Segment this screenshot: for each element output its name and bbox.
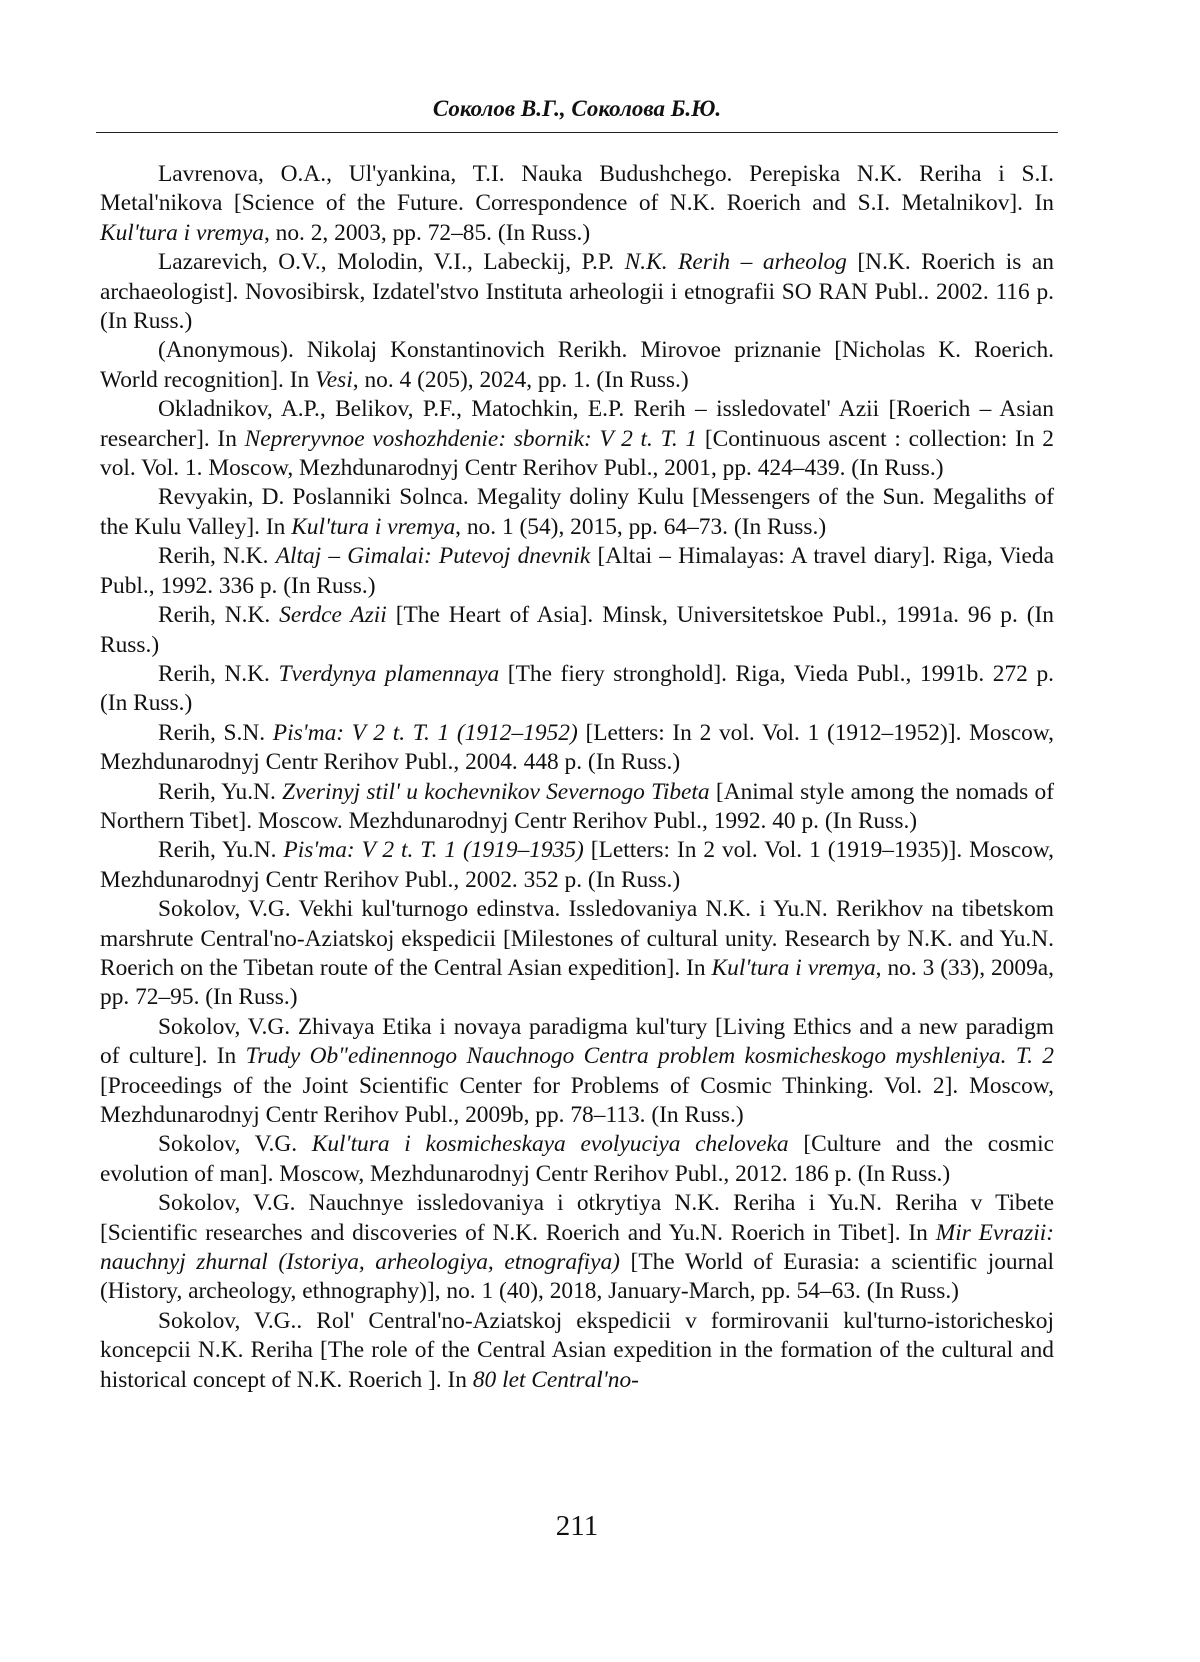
reference-entry [100,601,1054,660]
reference-text: [Continuous ascent : collection: In 2 vol. Vol. 1. Moscow, Mezhdunarodnyj Centr Rerihov Publ., 2001, pp. 424–439. (In Russ.) [100,425,1054,482]
reference-entry [100,542,1054,601]
reference-entry [100,1189,1054,1307]
reference-text: , no. 1 (54), 2015, pp. 64–73. (In Russ.) [455,513,827,540]
reference-text: Sokolov, V.G.. Rol' Central'no-Aziatskoj ekspedicii v formirovanii kul'turno-istoricheskoj koncepcii N.K. Reriha [The role of the Central Asian expedition in the formation of the cultural and historical concept of N.K. Roerich ]. In [100,1307,1054,1393]
reference-text: Rerih, Yu.N. [158,778,283,805]
reference-italic-title: Trudy Ob"edinennogo Nauchnogo Centra problem kosmicheskogo myshleniya. T. 2 [245,1043,1054,1070]
reference-entry [100,395,1054,483]
reference-italic-title: Zverinyj stil' u kochevnikov Severnogo Tibeta [282,778,710,805]
reference-list [100,160,1054,1395]
reference-text: [Culture and the cosmic evolution of man]. Moscow, Mezhdunarodnyj Centr Rerihov Publ., 2012. 186 p. (In Russ.) [100,1131,1054,1187]
reference-text: , no. 2, 2003, pp. 72–85. (In Russ.) [263,219,591,246]
reference-text: [N.K. Roerich is an archaeologist]. Novosibirsk, Izdatel'stvo Instituta arheologii i etnografii SO RAN Publ.. 2002. 116 p. (In Russ.) [100,249,1054,335]
reference-italic-title: Pis'ma: V 2 t. T. 1 (1912–1952) [272,719,578,746]
reference-text: Sokolov, V.G. Nauchnye issledovaniya i otkrytiya N.K. Reriha i Yu.N. Reriha v Tibete [Scientific researches and discoveries of N.K. Roerich and Yu.N. Roerich in Tibet]. In [100,1190,1054,1246]
reference-entry [100,1013,1054,1131]
reference-entry [100,778,1054,837]
reference-italic-title: Kul'tura i vremya [100,219,264,246]
reference-text: [Altai – Himalayas: A travel diary]. Riga, Vieda Publ., 1992. 336 p. (In Russ.) [100,543,1054,599]
reference-text: (Anonymous). Nikolaj Konstantinovich Rerikh. Mirovoe priznanie [Nicholas K. Roerich. World recognition]. In [100,337,1054,393]
reference-text: [Letters: In 2 vol. Vol. 1 (1912–1952)]. Moscow, Mezhdunarodnyj Centr Rerihov Publ., 2004. 448 p. (In Russ.) [100,719,1055,776]
reference-italic-title: Kul'tura i vremya [291,513,456,540]
reference-italic-title: 80 let Central'no- [472,1366,639,1393]
reference-text: Revyakin, D. Poslanniki Solnca. Megality doliny Kulu [Messengers of the Sun. Megaliths of the Kulu Valley]. In [100,484,1054,540]
reference-italic-title: Kul'tura i kosmicheskaya evolyuciya cheloveka [311,1131,789,1158]
reference-text: Okladnikov, A.P., Belikov, P.F., Matochkin, E.P. Rerih – issledovatel' Azii [Roerich – Asian researcher]. In [100,396,1054,452]
reference-entry [100,719,1054,778]
reference-italic-title: Mir Evrazii: nauchnyj zhurnal (Istoriya, arheologiya, etnografiya) [100,1219,1055,1276]
reference-italic-title: Altaj – Gimalai: Putevoj dnevnik [275,543,591,570]
page-number: 211 [555,1510,599,1542]
reference-entry [100,660,1054,719]
reference-text: [The Heart of Asia]. Minsk, Universitetskoe Publ., 1991a. 96 p. (In Russ.) [100,602,1054,658]
reference-text: Rerih, N.K. [158,660,279,687]
reference-text: Sokolov, V.G. Vekhi kul'turnogo edinstva. Issledovaniya N.K. i Yu.N. Rerikhov na tibetskom marshrute Central'no-Aziatskoj ekspedicii [Milestones of cultural unity. Research by N.K. and Yu.N. Roerich on the Tibetan route of the Central Asian expedition]. In [100,896,1054,981]
reference-entry [100,248,1054,336]
reference-entry [100,836,1054,895]
reference-italic-title: N.K. Rerih – arheolog [624,249,847,276]
reference-entry [100,895,1054,1013]
reference-text: [Animal style among the nomads of Northern Tibet]. Moscow. Mezhdunarodnyj Centr Rerihov Publ., 1992. 40 p. (In Russ.) [100,778,1054,834]
reference-italic-title: Serdce Azii [279,602,387,629]
reference-text: [Proceedings of the Joint Scientific Center for Problems of Cosmic Thinking. Vol. 2]. Moscow, Mezhdunarodnyj Centr Rerihov Publ., 2009b, pp. 78–113. (In Russ.) [100,1072,1054,1128]
reference-text: Rerih, N.K. [158,543,276,570]
reference-text: , no. 4 (205), 2024, pp. 1. (In Russ.) [352,366,689,393]
reference-text: , no. 3 (33), 2009a, pp. 72–95. (In Russ.) [100,954,1055,1011]
reference-italic-title: Nepreryvnoe voshozhdenie: sbornik: V 2 t. T. 1 [244,425,698,452]
reference-text: Sokolov, V.G. [158,1131,312,1158]
reference-italic-title: Pis'ma: V 2 t. T. 1 (1919–1935) [283,837,584,864]
reference-entry [100,483,1054,542]
reference-italic-title: Vesi [315,366,353,393]
reference-italic-title: Tverdynya plamennaya [278,660,500,687]
reference-entry [100,336,1054,395]
reference-text: [The fiery stronghold]. Riga, Vieda Publ., 1991b. 272 p. (In Russ.) [100,660,1054,717]
reference-text: Lavrenova, O.A., Ul'yankina, T.I. Nauka Budushchego. Perepiska N.K. Reriha i S.I. Metal'nikova [Science of the Future. Correspondence of N.K. Roerich and S.I. Metalnikov]. In [100,161,1054,217]
reference-entry [100,1307,1054,1395]
reference-text: Rerih, S.N. [158,719,273,746]
reference-text: Sokolov, V.G. Zhivaya Etika i novaya paradigma kul'tury [Living Ethics and a new paradigm of culture]. In [100,1013,1054,1070]
reference-text: [Letters: In 2 vol. Vol. 1 (1919–1935)]. Moscow, Mezhdunarodnyj Centr Rerihov Publ., 2002. 352 p. (In Russ.) [100,837,1055,893]
reference-text: Rerih, Yu.N. [158,837,284,864]
reference-entry [100,160,1054,248]
reference-italic-title: Kul'tura i vremya [711,954,876,981]
reference-text: Lazarevich, O.V., Molodin, V.I., Labeckij, P.P. [158,249,625,276]
reference-text: [The World of Eurasia: a scientific journal (History, archeology, ethnography)], no. 1 (40), 2018, January-March, pp. 54–63. (In Russ.) [100,1249,1054,1305]
header-rule [96,132,1058,133]
reference-text: Rerih, N.K. [158,602,280,629]
running-title: Соколов В.Г., Соколова Б.Ю. [432,96,722,121]
reference-entry [100,1130,1054,1189]
